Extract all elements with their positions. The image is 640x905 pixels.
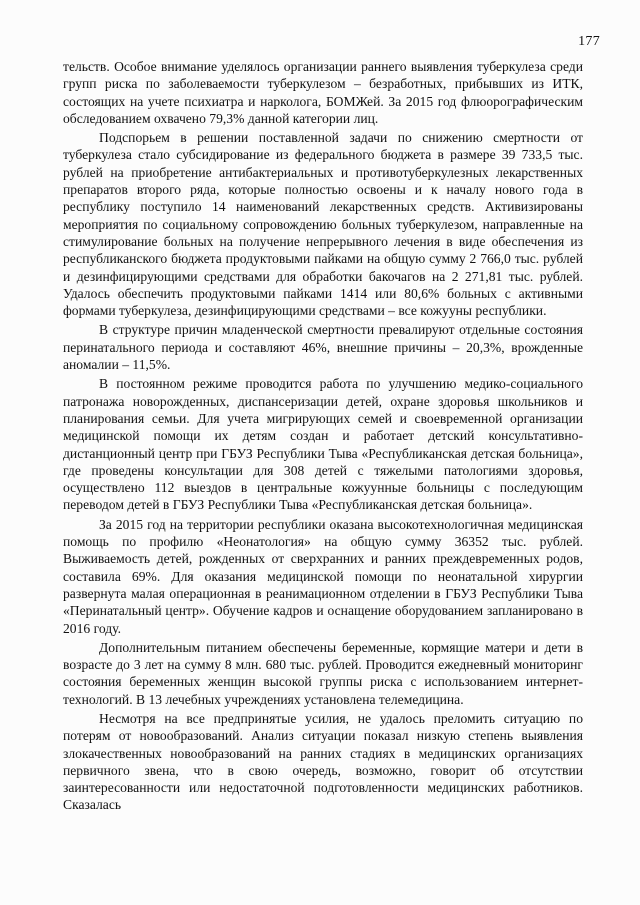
paragraph-6: Дополнительным питанием обеспечены беременные, кормящие матери и дети в возрасте до 3 лет на сумму 8 млн. 680 тыс. рублей. Проводится ежедневный мониторинг состояния беременных женщин высокой группы риска с использованием интернет-технологий. В 13 лечебных учреждениях установлена телемедицина.: [63, 639, 583, 707]
paragraph-7: Несмотря на все предпринятые усилия, не удалось преломить ситуацию по потерям от новообразований. Анализ ситуации показал низкую степень выявления злокачественных новообразований на ранних стадиях в медицинских организациях первичного звена, что в свою очередь, возможно, говорит об отсутствии заинтересованности или недостаточной подготовленности медицинских работников. Сказалась: [63, 710, 583, 813]
body-text: [63, 58, 583, 814]
paragraph-4: В постоянном режиме проводится работа по улучшению медико-социального патронажа новорожденных, диспансеризации детей, охране здоровья школьников и планирования семьи. Для учета мигрирующих семей и своевременной организации медицинской помощи их детям создан и работает детский консультативно-дистанционный центр при ГБУЗ Республики Тыва «Республиканская детская больница», где проведены консультации для 308 детей с тяжелыми патологиями здоровья, осуществлено 112 выездов в центральные кожуунные больницы с последующим переводом детей в ГБУЗ Республики Тыва «Республиканская детская больница».: [63, 376, 583, 513]
paragraph-1: тельств. Особое внимание уделялось организации раннего выявления туберкулеза среди групп риска по заболеваемости туберкулезом – безработных, прибывших из ИТК, состоящих на учете психиатра и нарколога, БОМЖей. За 2015 год флюорографическим обследованием охвачено 79,3% данной категории лиц.: [63, 59, 583, 126]
page-number: 177: [578, 34, 600, 49]
paragraph-5: За 2015 год на территории республики оказана высокотехнологичная медицинская помощь по профилю «Неонатология» на общую сумму 36352 тыс. рублей. Выживаемость детей, рожденных от сверхранних и ранних преждевременных родов, составила 69%. Для оказания медицинской помощи по неонатальной хирургии развернута малая операционная в реанимационном отделении в ГБУЗ Республики Тыва «Перинатальный центр». Обучение кадров и оснащение оборудованием запланировано в 2016 году.: [63, 516, 583, 636]
paragraph-2: Подспорьем в решении поставленной задачи по снижению смертности от туберкулеза стало субсидирование из федерального бюджета в размере 39 733,5 тыс. рублей на приобретение антибактериальных и противотуберкулезных лекарственных препаратов второго ряда, которые полностью освоены и к началу нового года в республику поступило 14 наименований лекарственных средств. Активизированы мероприятия по социальному сопровождению больных туберкулезом, направленные на стимулирование больных на получение непрерывного лечения в виде обеспечения из республиканского бюджета продуктовыми пайками на общую сумму 2 766,0 тыс. рублей и дезинфицирующими средствами для обработки бакочагов на 2 271,81 тыс. рублей. Удалось обеспечить продуктовыми пайками 1414 или 80,6% больных с активными формами туберкулеза, дезинфицирующими средствами – все кожууны республики.: [63, 130, 583, 319]
paragraph-3: В структуре причин младенческой смертности превалируют отдельные состояния перинатального периода и составляют 46%, внешние причины – 20,3%, врожденные аномалии – 11,5%.: [63, 322, 583, 373]
